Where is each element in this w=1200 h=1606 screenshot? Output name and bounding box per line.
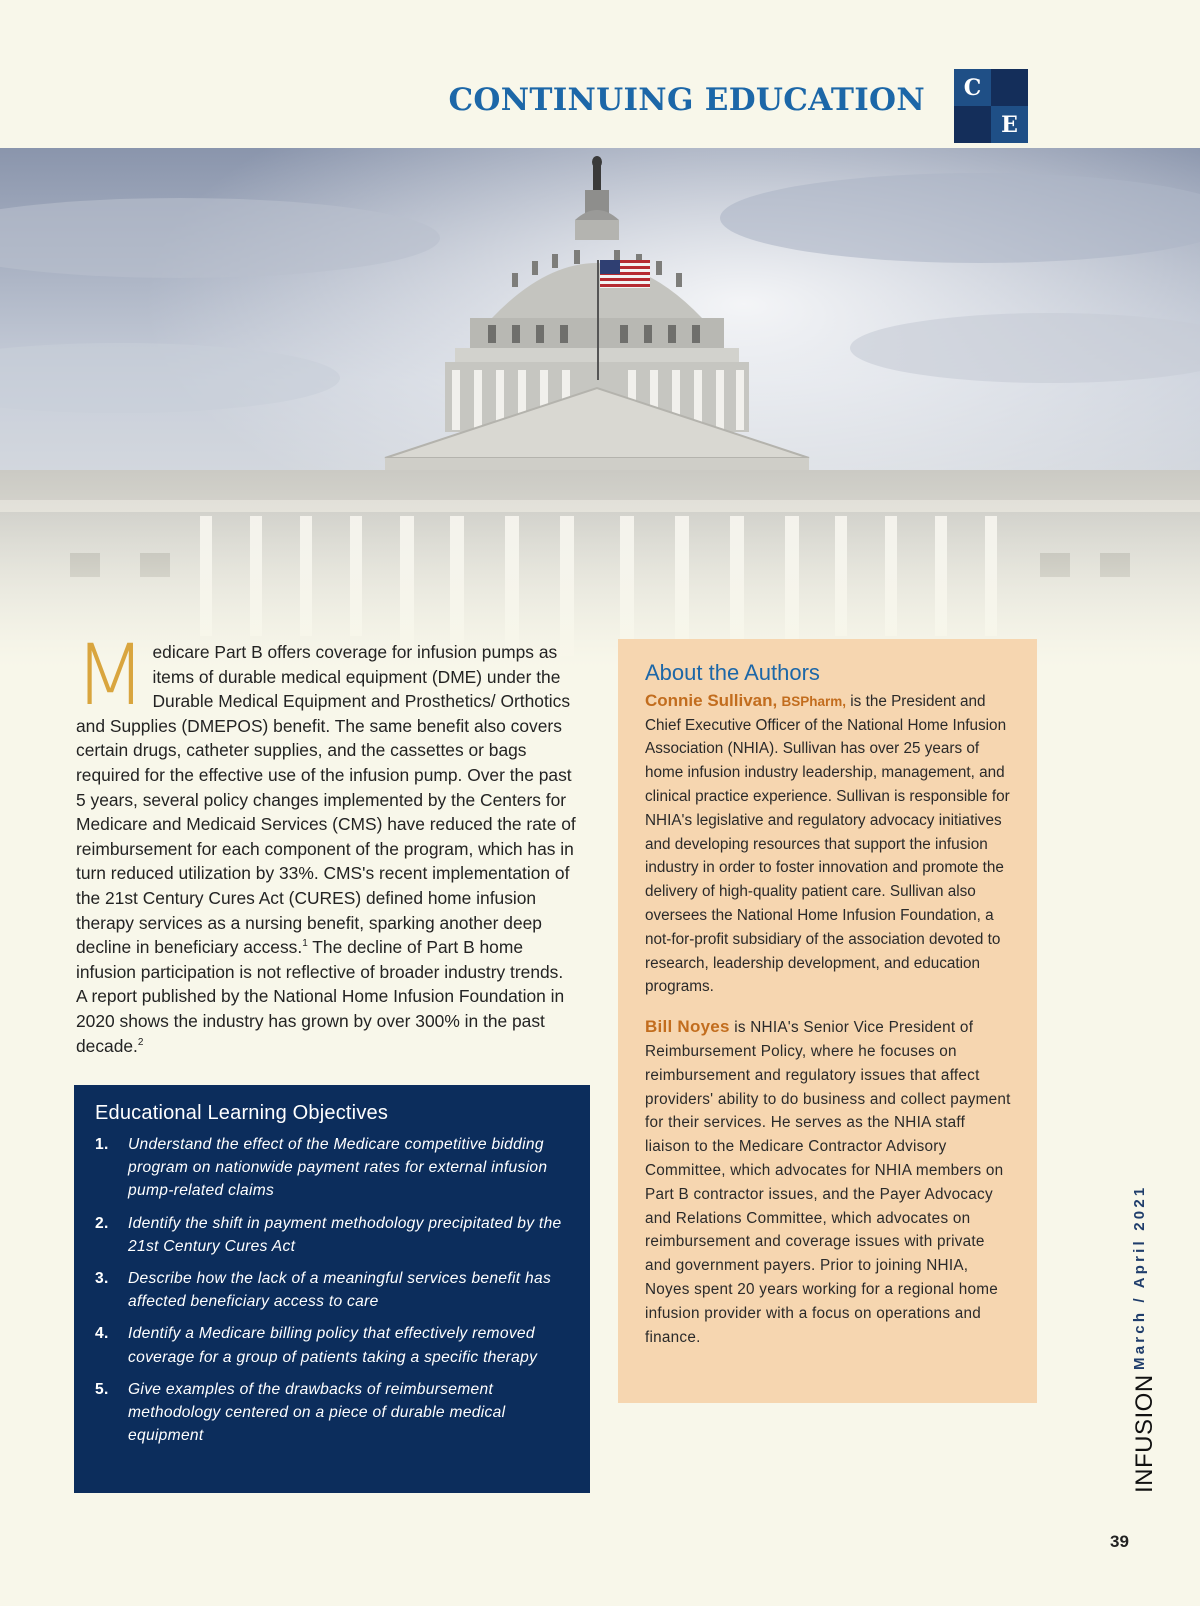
- magazine-logo: INFUSION: [1131, 1374, 1158, 1493]
- about-authors-heading: About the Authors: [645, 660, 820, 685]
- intro-paragraph: [74, 626, 576, 1058]
- objective-text: Give examples of the drawbacks of reimbursement methodology centered on a piece of durable medical equipment: [128, 1380, 506, 1445]
- objective-text: Understand the effect of the Medicare competitive bidding program on nationwide payment rates for external infusion pump-related claims: [128, 1136, 548, 1200]
- objective-item: [95, 1378, 568, 1448]
- objective-text: Identify a Medicare billing policy that effectively removed coverage for a group of patients taking a specific therapy: [128, 1325, 538, 1366]
- objective-number: 5.: [95, 1380, 109, 1398]
- author-bio: [645, 689, 1011, 999]
- drop-cap: M: [74, 626, 147, 724]
- about-authors-box: [618, 639, 1037, 1403]
- objective-item: [95, 1267, 568, 1313]
- ce-logo-c: C: [954, 69, 991, 106]
- ce-logo-block: [954, 106, 991, 143]
- objective-number: 4.: [95, 1325, 109, 1343]
- objective-number: 2.: [95, 1214, 109, 1232]
- intro-text: edicare Part B offers coverage for infusion pumps as items of durable medical equipment (DME) under the Durable Medical Equipment and Prosthetics/ Orthotics and Supplies (DMEPOS) benefit. The same benefit also covers certain drugs, catheter supplies, and the cassettes or bags required for the effective use of the infusion pump. Over the past 5 years, several policy changes implemented by the Centers for Medicare and Medicaid Services (CMS) have reduced the rate of reimbursement for each component of the program, which has in turn reduced utilization by 33%. CMS's recent implementation of the 21st Century Cures Act (CURES) defined home infusion therapy services as a nursing benefit, sparking another deep decline in beneficiary access.: [76, 642, 576, 958]
- page-number: 39: [1110, 1532, 1129, 1551]
- section-title: CONTINUING EDUCATION: [448, 82, 925, 118]
- objective-number: 3.: [95, 1270, 109, 1288]
- author-bio: [645, 1015, 1011, 1349]
- author-bio-text: is NHIA's Senior Vice President of Reimbursement Policy, where he focuses on reimbursement and regulatory issues that affect providers' ability to do business and collect payment for their services. He serves as the NHIA staff liaison to the Medicare Contractor Advisory Committee, which advocates for NHIA members on Part B contractor issues, and the Payer Advocacy and Relations Committee, which advocates on reimbursement and coverage issues with private and government payers. Prior to joining NHIA, Noyes spent 20 years working for a regional home infusion provider with a focus on operations and finance.: [645, 1019, 1011, 1346]
- author-bio-text: is the President and Chief Executive Officer of the National Home Infusion Association (NHIA). Sullivan has over 25 years of home infusion industry leadership, management, and clinical practice experience. Sullivan is responsible for NHIA's legislative and regulatory advocacy initiatives and developing resources that support the infusion industry in order to foster innovation and promote the delivery of high-quality patient care. Sullivan also oversees the National Home Infusion Foundation, a not-for-profit subsidiary of the association devoted to research, leadership development, and education programs.: [645, 692, 1010, 996]
- objective-item: [95, 1322, 568, 1368]
- issue-date: March / April 2021: [1131, 1184, 1148, 1370]
- ce-logo-e: E: [991, 106, 1028, 143]
- footnote-ref[interactable]: 1: [302, 938, 308, 950]
- author-name: Connie Sullivan,: [645, 690, 778, 710]
- learning-objectives-box: [74, 1085, 590, 1493]
- objective-item: [95, 1133, 568, 1203]
- objective-text: Describe how the lack of a meaningful services benefit has affected beneficiary access to care: [128, 1270, 552, 1311]
- objective-number: 1.: [95, 1136, 109, 1153]
- intro-text-continued: The decline of Part B home infusion participation is not reflective of broader industry trends. A report published by the National Home Infusion Foundation in 2020 shows the industry has grown by over 300% in the past decade.: [76, 937, 565, 1056]
- author-credential: BSPharm,: [781, 693, 847, 709]
- author-name: Bill Noyes: [645, 1017, 730, 1037]
- learning-objectives-list: [95, 1133, 568, 1447]
- ce-logo-block: [991, 69, 1028, 106]
- learning-objectives-heading: Educational Learning Objectives: [95, 1102, 389, 1124]
- capitol-building-image: [0, 148, 1200, 668]
- ce-logo: [954, 69, 1028, 142]
- objective-text: Identify the shift in payment methodology precipitated by the 21st Century Cures Act: [128, 1214, 562, 1255]
- footnote-ref[interactable]: 2: [137, 1036, 144, 1048]
- objective-item: [95, 1212, 568, 1258]
